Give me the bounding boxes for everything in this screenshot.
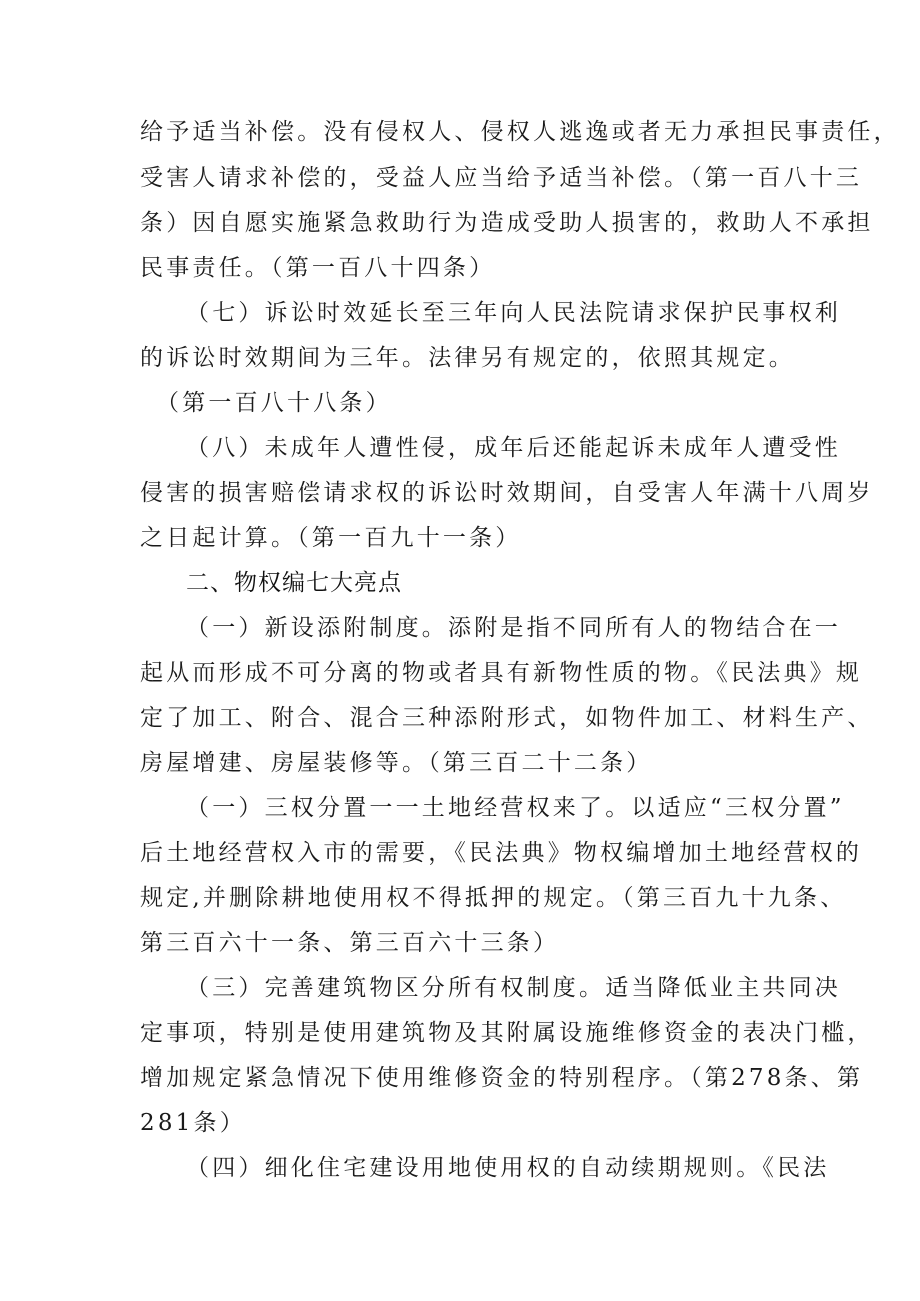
text-line: 房屋增建、房屋装修等。（第三百二十二条） xyxy=(140,750,653,776)
paragraph-start-line: （七）诉讼时效延长至三年向人民法院请求保护民事权利 xyxy=(186,300,841,326)
text-line: 后土地经营权入市的需要，《民法典》物权编增加土地经营权的 xyxy=(140,840,863,866)
text-line: 侵害的损害赔偿请求权的诉讼时效期间，自受害人年满十八周岁 xyxy=(140,480,874,506)
paragraph-start-line: （一）三权分置一一土地经营权来了。以适应“三权分置” xyxy=(186,795,845,821)
text-line: 定事项，特别是使用建筑物及其附属设施维修资金的表决门槛， xyxy=(140,1020,874,1046)
text-line: 的诉讼时效期间为三年。法律另有规定的，依照其规定。 xyxy=(140,345,795,371)
text-line: （第一百八十八条） xyxy=(156,390,392,416)
paragraph-start-line: （一）新设添附制度。添附是指不同所有人的物结合在一 xyxy=(186,615,841,641)
text-line: 定了加工、附合、混合三种添附形式，如物件加工、材料生产、 xyxy=(140,705,874,731)
text-line: 第三百六十一条、第三百六十三条） xyxy=(140,930,560,956)
text-line: 给予适当补偿。没有侵权人、侵权人逃逸或者无力承担民事责任， xyxy=(140,119,900,145)
text-line: 民事责任。（第一百八十四条） xyxy=(140,255,496,281)
text-line: 增加规定紧急情况下使用维修资金的特别程序。（第278条、第 xyxy=(140,1065,864,1091)
text-line: 条）因自愿实施紧急救助行为造成受助人损害的，救助人不承担 xyxy=(140,210,874,236)
text-line: 规定,并删除耕地使用权不得抵押的规定。（第三百九十九条、 xyxy=(140,885,847,911)
text-line: 281条） xyxy=(140,1110,246,1136)
paragraph-start-line: （八）未成年人遭性侵，成年后还能起诉未成年人遭受性 xyxy=(186,435,841,461)
text-line: 起从而形成不可分离的物或者具有新物性质的物。《民法典》规 xyxy=(140,660,863,686)
paragraph-start-line: （三）完善建筑物区分所有权制度。适当降低业主共同决 xyxy=(186,975,841,1001)
text-line: 受害人请求补偿的，受益人应当给予适当补偿。（第一百八十三 xyxy=(140,165,863,191)
text-line: 之日起计算。（第一百九十一条） xyxy=(140,525,522,551)
paragraph-start-line: （四）细化住宅建设用地使用权的自动续期规则。《民法 xyxy=(186,1155,830,1181)
section-heading: 二、物权编七大亮点 xyxy=(186,570,402,596)
